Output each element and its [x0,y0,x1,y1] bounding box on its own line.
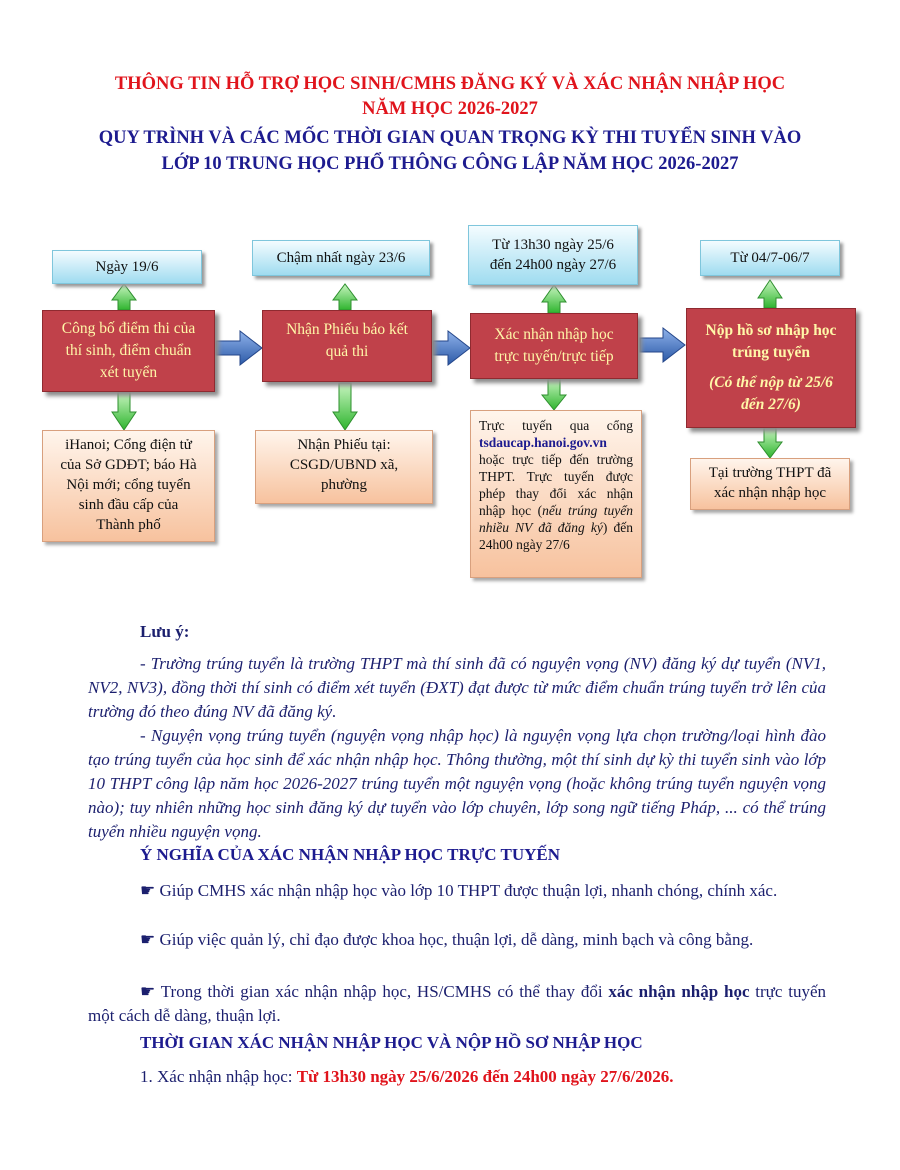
step2-main-line: Nhận Phiếu báo kết [286,321,408,338]
step2-main-box [262,310,432,382]
up-arrow-step2 [333,284,357,310]
notes-item-1: - Trường trúng tuyển là trường THPT mà thí sinh đã có nguyện vọng (NV) đăng ký dự tuyển (NV1, NV2, NV3), đồng thời thí sinh có điểm xét tuyển (ĐXT) đạt được từ mức điểm chuẩn trúng tuyển trở lên của trường đó theo đúng NV đã đăng ký. [88,654,826,721]
meaning-bullet-text: trực tuyến một cách dễ dàng, thuận lợi. [88,982,826,1025]
step1-detail-line: Nội mới; cổng tuyển [66,477,191,493]
down-arrow-step2 [333,383,357,430]
step1-detail-line: Thành phố [96,517,161,533]
step3-note-text: ) đến 24h00 ngày 27/6 [479,520,633,552]
step3-main-line: trực tuyến/trực tiếp [494,348,614,365]
step4-detail-box [690,458,850,510]
step2-detail-line: Nhận Phiếu tại: [297,437,391,453]
step2-detail-box [255,430,433,504]
timing-item-label: 1. Xác nhận nhập học: [140,1067,297,1086]
meaning-heading: Ý NGHĨA CỦA XÁC NHẬN NHẬP HỌC TRỰC TUYẾN [140,845,560,864]
step3-main-box [470,313,638,379]
pointing-hand-icon: ☛ [140,930,156,949]
step1-detail-box [42,430,215,542]
meaning-bullet-bold: xác nhận nhập học [608,982,750,1001]
pointing-hand-icon: ☛ [140,881,156,900]
step2-main-line: quả thi [325,343,369,360]
right-arrow-2 [433,331,470,365]
right-arrow-1 [216,331,262,365]
step3-note-box [470,410,642,578]
timing-item-1 [140,1065,840,1089]
step3-note-text: hoặc trực tiếp đến trường THPT. [479,452,633,484]
step3-note-italic: nếu trúng tuyển nhiều NV đã đăng ký [479,503,633,535]
right-arrow-3 [640,328,685,362]
down-arrow-step4 [758,428,782,458]
step1-date: Ngày 19/6 [95,259,159,275]
meaning-bullet-2 [88,928,826,952]
timing-item-value: Từ 13h30 ngày 25/6/2026 đến 24h00 ngày 27/6/2026. [296,1067,674,1086]
step2-date-box [252,240,430,276]
down-arrow-step1 [112,392,136,430]
up-arrow-step4 [758,280,782,308]
meaning-bullet-text: Giúp việc quản lý, chỉ đạo được khoa học, thuận lợi, dễ dàng, minh bạch và công bằng. [159,930,754,949]
step1-main-line: Công bố điểm thi của [61,320,196,337]
step3-date-line: Từ 13h30 ngày 25/6 [492,237,614,253]
step3-date-line: đến 24h00 ngày 27/6 [489,257,617,273]
step1-main-box [42,310,215,392]
step1-main-line: xét tuyển [99,364,158,381]
notes-label: Lưu ý: [140,622,190,641]
title-line-2: NĂM HỌC 2026-2027 [362,99,538,119]
step4-date: Từ 04/7-06/7 [730,250,810,266]
step4-main-line: trúng tuyển [732,344,810,361]
step4-detail-line: xác nhận nhập học [713,485,827,501]
step1-detail-line: sinh đầu cấp của [78,497,179,513]
timing-heading: THỜI GIAN XÁC NHẬN NHẬP HỌC VÀ NỘP HỒ SƠ NHẬP HỌC [140,1033,643,1052]
notes-item-2: - Nguyện vọng trúng tuyển (nguyện vọng nhập học) là nguyện vọng lựa chọn trường/loại hình đào tạo trúng tuyển của học sinh để xác nhận nhập học. Thông thường, một thí sinh dự kỳ thi tuyển sinh vào lớp 10 THPT công lập năm học 2026-2027 trúng tuyển một nguyện vọng (hoặc không trúng tuyển nguyện vọng nào); tuy nhiên những học sinh đăng ký dự tuyển vào lớp chuyên, lớp song ngữ tiếng Pháp, ... có thể trúng tuyển nhiều nguyện vọng. [88,726,826,841]
step2-date: Chậm nhất ngày 23/6 [276,250,406,266]
step4-date-box [700,240,840,276]
step1-main-line: thí sinh, điểm chuẩn [65,342,192,359]
subtitle-line-2: LỚP 10 TRUNG HỌC PHỔ THÔNG CÔNG LẬP NĂM HỌC 2026-2027 [161,154,739,174]
step1-detail-line: iHanoi; Cổng điện tử [65,437,192,453]
step1-date-box [52,250,202,284]
meaning-bullet-text: Trong thời gian xác nhận nhập học, HS/CMHS có thể thay đổi [160,982,609,1001]
step3-date-box [468,225,638,285]
step2-detail-line: phường [320,477,368,493]
step4-main-italic-line: đến 27/6) [741,396,801,413]
meaning-bullet-1 [88,879,826,903]
meaning-bullet-3 [88,980,826,1028]
step4-main-box [686,308,856,428]
step1-detail-line: của Sở GDĐT; báo Hà [60,457,197,473]
step4-main-italic-line: (Có thể nộp từ 25/6 [709,374,833,391]
step3-main-line: Xác nhận nhập học [494,326,614,343]
step3-note-text: Trực tuyến qua cổng [479,418,633,433]
step4-detail-line: Tại trường THPT đã [708,465,832,481]
meaning-bullet-text: Giúp CMHS xác nhận nhập học vào lớp 10 THPT được thuận lợi, nhanh chóng, chính xác. [159,881,778,900]
up-arrow-step3 [542,285,566,313]
up-arrow-step1 [112,284,136,310]
subtitle-line-1: QUY TRÌNH VÀ CÁC MỐC THỜI GIAN QUAN TRỌNG KỲ THI TUYỂN SINH VÀO [98,128,802,148]
title-line-1: THÔNG TIN HỖ TRỢ HỌC SINH/CMHS ĐĂNG KÝ VÀ XÁC NHẬN NHẬP HỌC [114,74,786,94]
pointing-hand-icon: ☛ [140,982,156,1001]
portal-link[interactable]: tsdaucap.hanoi.gov.vn [479,435,607,450]
step4-main-line: Nộp hồ sơ nhập học [705,322,837,339]
down-arrow-step3 [542,379,566,410]
step2-detail-line: CSGD/UBND xã, [289,457,399,473]
step3-note-text: Trực tuyến được phép thay đổi xác nhận nhập học ( [479,469,633,518]
